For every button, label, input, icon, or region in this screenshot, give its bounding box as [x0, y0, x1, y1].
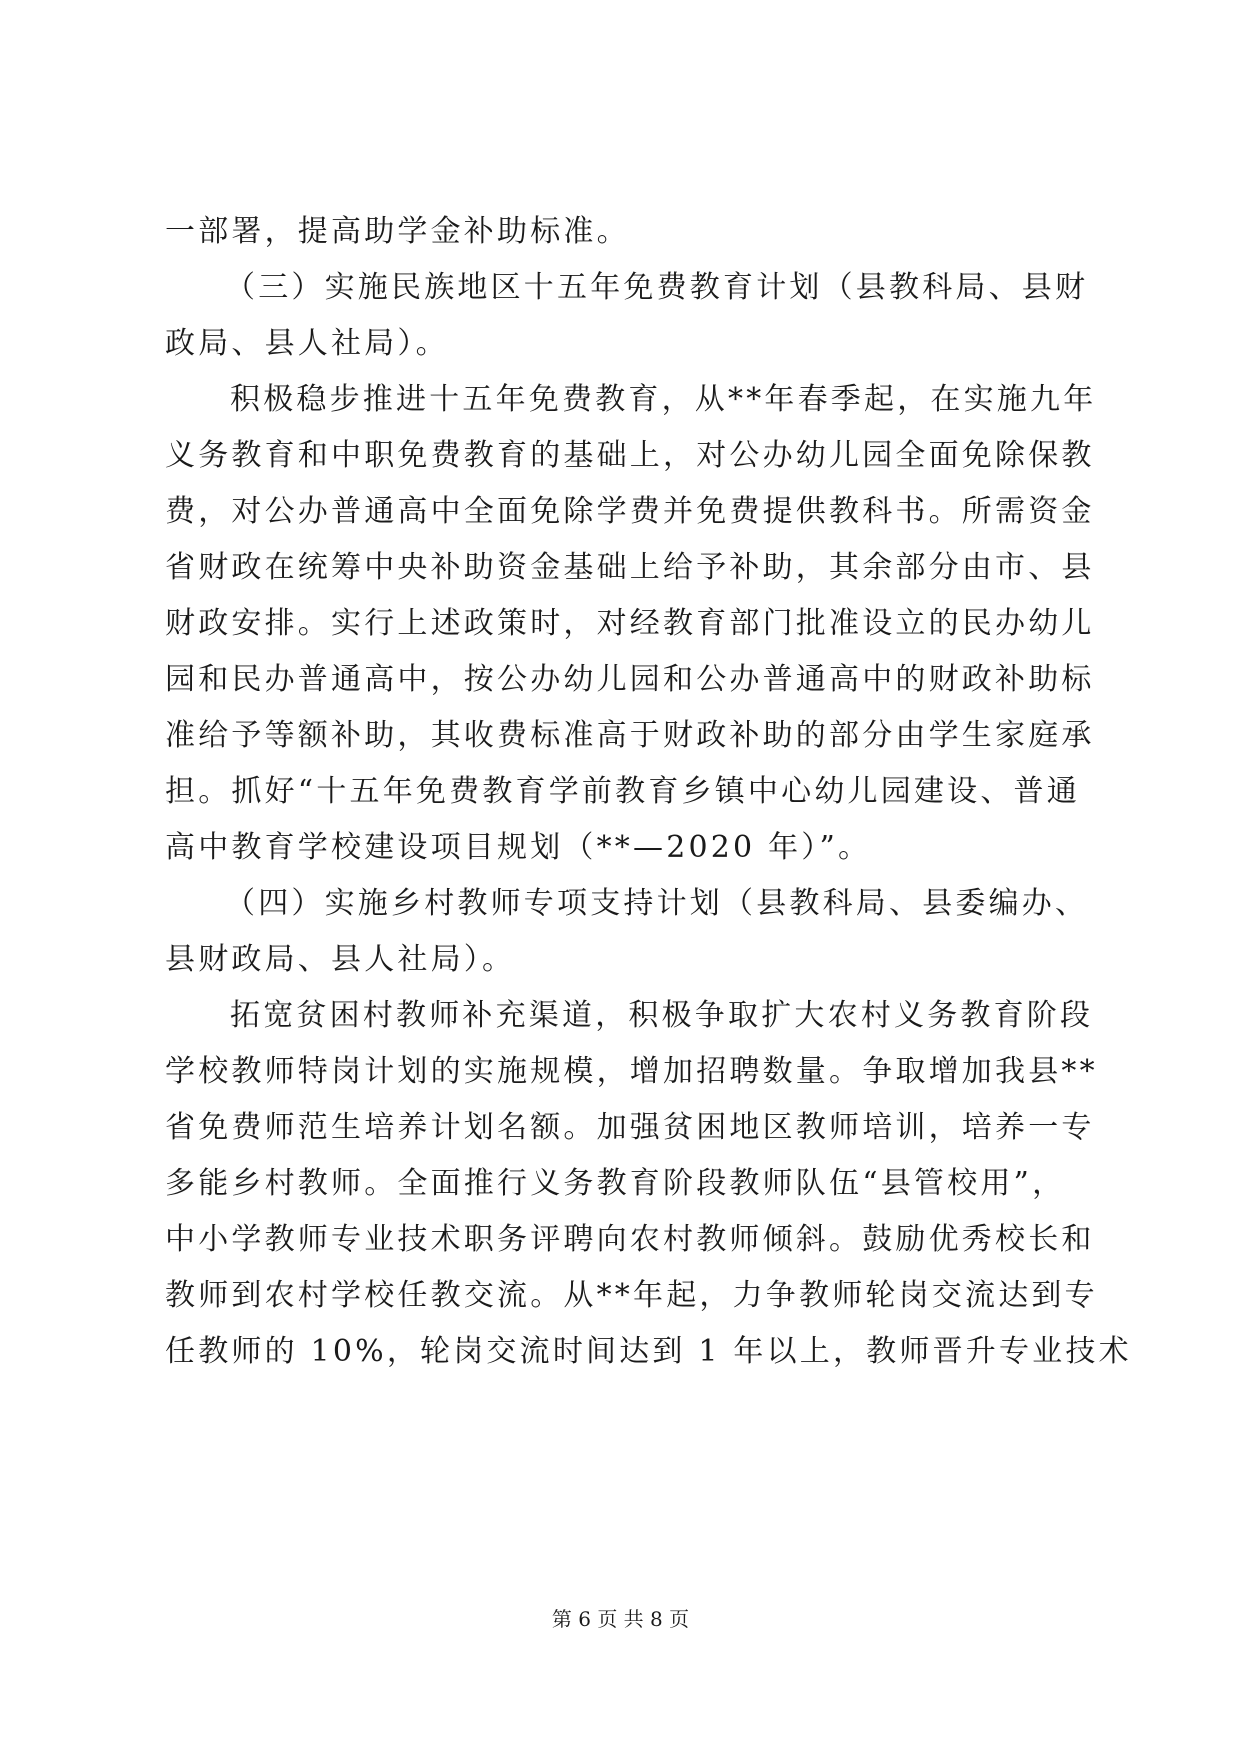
text-line: 教师到农村学校任教交流。从**年起，力争教师轮岗交流达到专	[165, 1278, 1098, 1313]
page-number-footer: 第 6 页 共 8 页	[551, 1607, 690, 1631]
text-line: 园和民办普通高中，按公办幼儿园和公办普通高中的财政补助标	[165, 662, 1095, 697]
text-line: 省财政在统筹中央补助资金基础上给予补助，其余部分由市、县	[165, 550, 1095, 585]
paragraph-first-line: 积极稳步推进十五年免费教育，从**年春季起，在实施九年	[230, 382, 1097, 417]
text-line: 县财政局、县人社局）。	[165, 942, 516, 977]
text-line: 多能乡村教师。全面推行义务教育阶段教师队伍“县管校用”，	[165, 1166, 1066, 1201]
text-line: 学校教师特岗计划的实施规模，增加招聘数量。争取增加我县**	[165, 1054, 1098, 1089]
section-heading-line: （四）实施乡村教师专项支持计划（县教科局、县委编办、	[225, 886, 1089, 921]
text-line: 一部署，提高助学金补助标准。	[165, 214, 630, 249]
text-line: 费，对公办普通高中全面免除学费并免费提供教科书。所需资金	[165, 494, 1095, 529]
text-line: 省免费师范生培养计划名额。加强贫困地区教师培训，培养一专	[165, 1110, 1095, 1145]
text-line: 任教师的 10%，轮岗交流时间达到 1 年以上，教师晋升专业技术	[165, 1334, 1132, 1369]
text-line: 中小学教师专业技术职务评聘向农村教师倾斜。鼓励优秀校长和	[165, 1222, 1095, 1257]
text-line: 高中教育学校建设项目规划（**—2020 年）”。	[165, 830, 872, 865]
text-line: 财政安排。实行上述政策时，对经教育部门批准设立的民办幼儿	[165, 606, 1095, 641]
text-line: 准给予等额补助，其收费标准高于财政补助的部分由学生家庭承	[165, 718, 1095, 753]
text-line: 义务教育和中职免费教育的基础上，对公办幼儿园全面免除保教	[165, 438, 1095, 473]
paragraph-first-line: 拓宽贫困村教师补充渠道，积极争取扩大农村义务教育阶段	[230, 998, 1094, 1033]
text-line: 担。抓好“十五年免费教育学前教育乡镇中心幼儿园建设、普通	[165, 774, 1080, 809]
text-line: 政局、县人社局）。	[165, 326, 449, 361]
section-heading-line: （三）实施民族地区十五年免费教育计划（县教科局、县财	[225, 270, 1089, 305]
